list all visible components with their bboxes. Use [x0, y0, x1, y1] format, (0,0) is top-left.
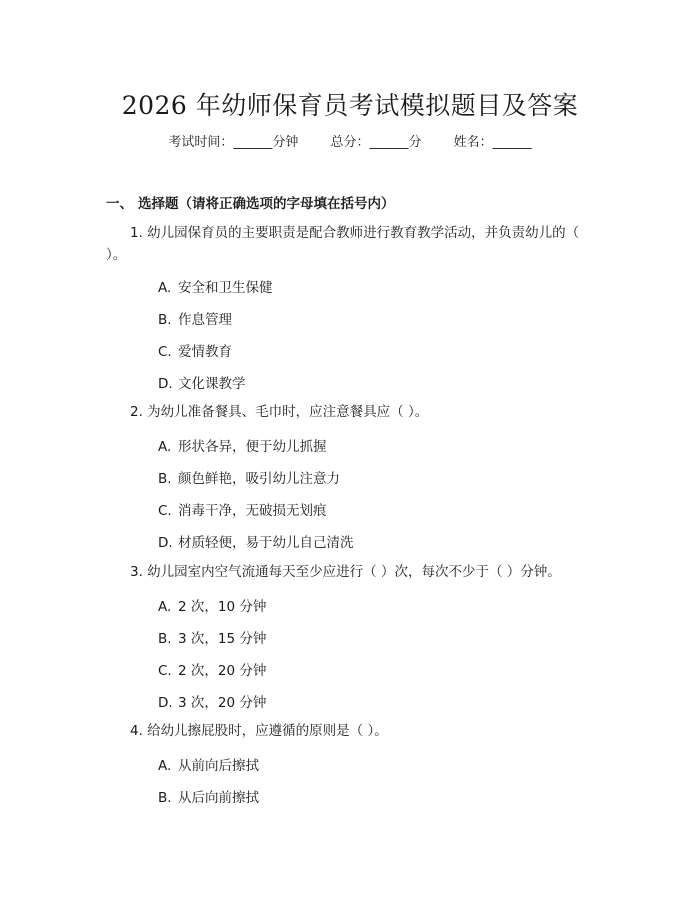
option-text: 材质轻便，易于幼儿自己清洗	[178, 535, 354, 551]
option-letter: D.	[158, 535, 173, 551]
total-score-label: 总分：	[330, 135, 370, 150]
section-heading	[106, 192, 395, 212]
option-text: 2 次，10 分钟	[178, 599, 267, 615]
question-2-option-b	[158, 467, 340, 487]
option-letter: C.	[158, 503, 172, 519]
question-2-text: 2. 为幼儿准备餐具、毛巾时，应注意餐具应（ ）。	[130, 404, 429, 420]
option-text: 安全和卫生保健	[178, 280, 273, 296]
option-letter: B.	[158, 471, 172, 487]
option-text: 从后向前擦拭	[178, 790, 259, 806]
question-3-option-c	[158, 659, 266, 679]
question-4-text: 4. 给幼儿擦屁股时，应遵循的原则是（ ）。	[130, 723, 388, 739]
question-3-text: 3. 幼儿园室内空气流通每天至少应进行（ ）次，每次不少于（ ）分钟。	[130, 564, 561, 580]
option-text: 3 次，15 分钟	[178, 631, 267, 647]
exam-time-blank: ______	[233, 135, 273, 150]
option-text: 颜色鲜艳，吸引幼儿注意力	[178, 471, 340, 487]
section-number: 一、	[106, 196, 133, 212]
question-1-option-a	[158, 276, 273, 296]
option-letter: A.	[158, 599, 172, 615]
question-1-option-c	[158, 340, 232, 360]
total-score-field	[330, 131, 421, 150]
question-2-option-d	[158, 531, 354, 551]
page-title: 2026 年幼师保育员考试模拟题目及答案	[121, 91, 579, 120]
option-letter: B.	[158, 790, 172, 806]
total-score-unit: 分	[408, 135, 422, 150]
question-1-option-b	[158, 308, 232, 328]
option-letter: C.	[158, 344, 172, 360]
question-2	[106, 401, 596, 423]
question-4-option-a	[158, 754, 259, 774]
name-blank: ______	[492, 135, 532, 150]
question-1-text: 1. 幼儿园保育员的主要职责是配合教师进行教育教学活动，并负责幼儿的（ ）。	[106, 225, 580, 263]
option-letter: D.	[158, 376, 173, 392]
option-letter: D.	[158, 695, 173, 711]
option-text: 文化课教学	[178, 376, 246, 392]
question-3-option-b	[158, 627, 266, 647]
question-3	[106, 561, 596, 583]
option-letter: A.	[158, 439, 172, 455]
question-3-option-a	[158, 595, 266, 615]
option-text: 消毒干净，无破损无划痕	[178, 503, 327, 519]
option-letter: C.	[158, 663, 172, 679]
option-text: 2 次，20 分钟	[178, 663, 267, 679]
name-label: 姓名：	[453, 135, 493, 150]
option-letter: B.	[158, 312, 172, 328]
question-2-option-a	[158, 435, 327, 455]
option-letter: B.	[158, 631, 172, 647]
name-field	[454, 131, 532, 150]
option-letter: A.	[158, 280, 172, 296]
exam-time-label: 考试时间：	[168, 135, 234, 150]
option-text: 作息管理	[178, 312, 232, 328]
option-text: 3 次，20 分钟	[178, 695, 267, 711]
option-text: 从前向后擦拭	[178, 758, 259, 774]
question-1	[106, 222, 596, 266]
question-3-option-d	[158, 691, 266, 711]
total-score-blank: ______	[369, 135, 409, 150]
question-4-option-b	[158, 786, 259, 806]
section-title: 选择题（请将正确选项的字母填在括号内）	[138, 196, 395, 212]
question-1-option-d	[158, 372, 246, 392]
exam-info-row	[0, 131, 700, 150]
question-4	[106, 720, 596, 742]
option-letter: A.	[158, 758, 172, 774]
option-text: 形状各异，便于幼儿抓握	[178, 439, 327, 455]
exam-time-field	[168, 131, 298, 150]
option-text: 爱情教育	[178, 344, 232, 360]
exam-time-unit: 分钟	[272, 135, 299, 150]
question-2-option-c	[158, 499, 327, 519]
